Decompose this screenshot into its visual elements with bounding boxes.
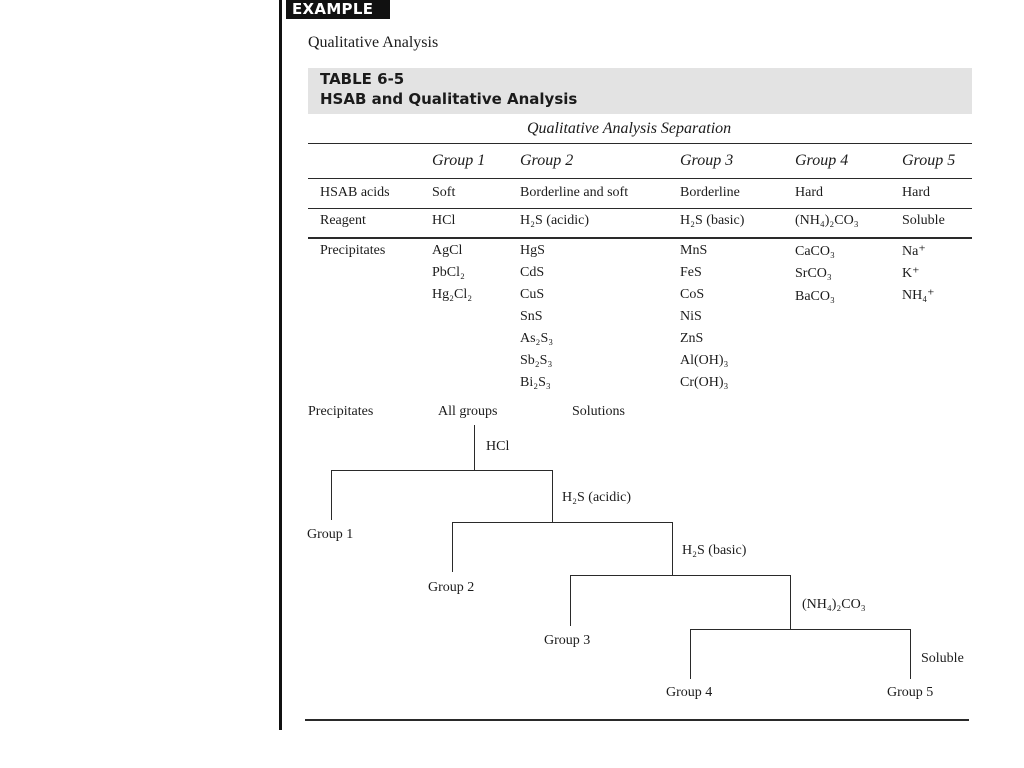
precipitate-item: Na⁺ [902,244,926,259]
precipitate-item: PbCl₂ [432,265,465,280]
table-rule-header [308,178,972,179]
flow-reagent-5: Soluble [921,651,964,666]
precipitates-row-label: Precipitates [320,243,386,258]
flow-precipitates-header: Precipitates [308,404,374,419]
precipitate-item: K⁺ [902,266,920,281]
hsab-cell-group-4: Hard [795,185,823,200]
precipitate-item: NiS [680,309,702,324]
table-rule-top [308,143,972,144]
precipitate-item: FeS [680,265,702,280]
flow-line [474,425,475,470]
flow-group-5: Group 5 [887,685,934,700]
flow-line [570,575,791,576]
flow-reagent-2: H₂S (acidic) [562,490,632,505]
hsab-cell-group-1: Soft [432,185,456,200]
section-title: Qualitative Analysis [308,34,439,51]
precipitate-item: Hg₂Cl₂ [432,287,473,302]
flow-line [790,575,791,629]
table-caption: Qualitative Analysis Separation [527,120,732,137]
precipitate-item: ZnS [680,331,704,346]
hsab-cell-group-5: Hard [902,185,930,200]
flow-reagent-1: HCl [486,439,510,454]
flow-line [570,575,571,626]
left-margin-rule [279,0,282,730]
reagent-cell-group-5: Soluble [902,213,945,228]
precipitate-item: As₂S₃ [520,331,554,346]
reagent-cell-group-1: HCl [432,213,456,228]
precipitate-item: AgCl [432,243,463,258]
flow-solutions-header: Solutions [572,404,625,419]
group-header-5: Group 5 [902,152,956,169]
example-badge: EXAMPLE [286,0,390,19]
flow-line [331,470,332,520]
flow-group-1: Group 1 [307,527,354,542]
precipitate-item: Cr(OH)₃ [680,375,729,390]
hsab-cell-group-2: Borderline and soft [520,185,629,200]
flow-line [690,629,911,630]
hsab-row-label: HSAB acids [320,185,390,200]
precipitate-item: BaCO₃ [795,289,835,304]
bottom-rule [305,719,969,721]
group-header-1: Group 1 [432,152,486,169]
reagent-row-label: Reagent [320,213,366,228]
precipitate-item: MnS [680,243,708,258]
precipitate-item: CuS [520,287,545,302]
flow-line [552,470,553,522]
reagent-cell-group-4: (NH₄)₂CO₃ [795,213,859,228]
precipitate-item: SnS [520,309,543,324]
precipitate-item: CdS [520,265,545,280]
table-title: HSAB and Qualitative Analysis [320,90,578,108]
flow-group-3: Group 3 [544,633,591,648]
group-header-2: Group 2 [520,152,574,169]
precipitate-item: Sb₂S₃ [520,353,553,368]
flow-start-label: All groups [438,404,498,419]
table-rule-row [308,208,972,209]
flow-group-4: Group 4 [666,685,713,700]
hsab-cell-group-3: Borderline [680,185,740,200]
precipitate-item: NH₄⁺ [902,288,935,303]
flow-reagent-4: (NH₄)₂CO₃ [802,597,866,612]
precipitate-item: CaCO₃ [795,244,835,259]
table-rule-row [308,237,972,239]
reagent-cell-group-2: H₂S (acidic) [520,213,590,228]
group-header-3: Group 3 [680,152,734,169]
precipitate-item: Bi₂S₃ [520,375,551,390]
flow-line [672,522,673,575]
precipitate-item: HgS [520,243,545,258]
reagent-cell-group-3: H₂S (basic) [680,213,745,228]
precipitate-item: CoS [680,287,705,302]
precipitate-item: Al(OH)₃ [680,353,729,368]
table-number: TABLE 6-5 [320,70,405,88]
precipitate-item: SrCO₃ [795,266,832,281]
group-header-4: Group 4 [795,152,849,169]
flow-line [331,470,553,471]
flow-line [690,629,691,679]
flow-line [452,522,453,572]
flow-line [452,522,673,523]
flow-reagent-3: H₂S (basic) [682,543,747,558]
flow-group-2: Group 2 [428,580,475,595]
flow-line [910,629,911,679]
